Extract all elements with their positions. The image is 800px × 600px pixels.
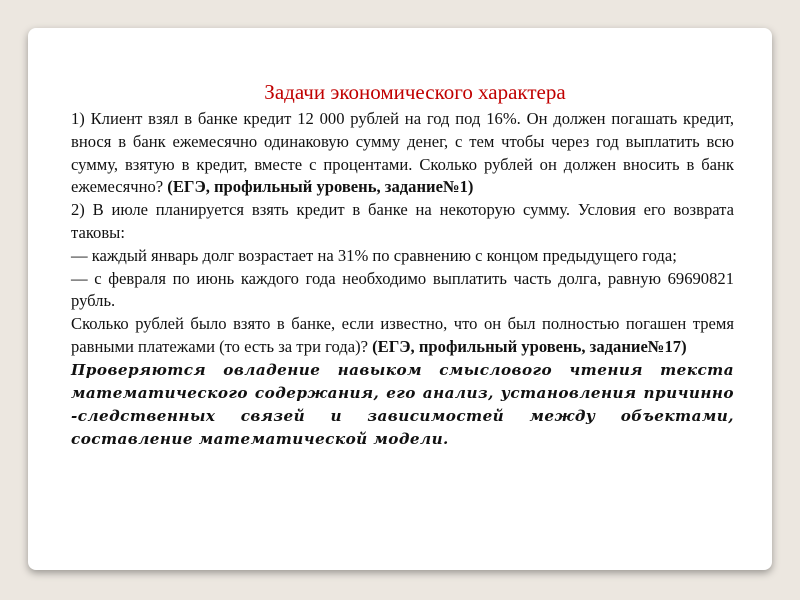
task-2-intro: 2) В июле планируется взять кредит в банке на некоторую сумму. Условия его возврата таковы:: [71, 200, 734, 242]
task-1-source: (ЕГЭ, профильный уровень, задание№1): [167, 177, 474, 197]
task-2-condition-2: — с февраля по июнь каждого года необходимо выплатить часть долга, равную 69690821 рубль.: [71, 268, 734, 311]
task-2-source: (ЕГЭ, профильный уровень, задание№17): [372, 336, 687, 356]
slide-title: Задачи экономического характера: [264, 80, 566, 104]
task-2-question: Сколько рублей было взято в банке, если известно, что он был полностью погашен тремя равными платежами (то есть за три года)?: [71, 314, 734, 356]
task-2-condition-1: — каждый январь долг возрастает на 31% по сравнению с концом предыдущего года;: [71, 245, 677, 265]
task-2-question-paragraph: [71, 313, 734, 359]
slide-content: [71, 108, 734, 451]
skills-summary: Проверяются овладение навыком смыслового чтения текста математического содержания, его анализ, установления причинно -следственных связей и зависимостей между объектами, составление математической модели.: [71, 360, 734, 448]
task-1-text: 1) Клиент взял в банке кредит 12 000 рублей на год под 16%. Он должен погашать кредит, внося в банк ежемесячно одинаковую сумму денег, с тем чтобы через год выплатить всю сумму, взятую в кредит, вместе с процентами. Сколько рублей он должен вносить в банк ежемесячно?: [71, 109, 734, 197]
task-1-paragraph: [71, 108, 734, 199]
